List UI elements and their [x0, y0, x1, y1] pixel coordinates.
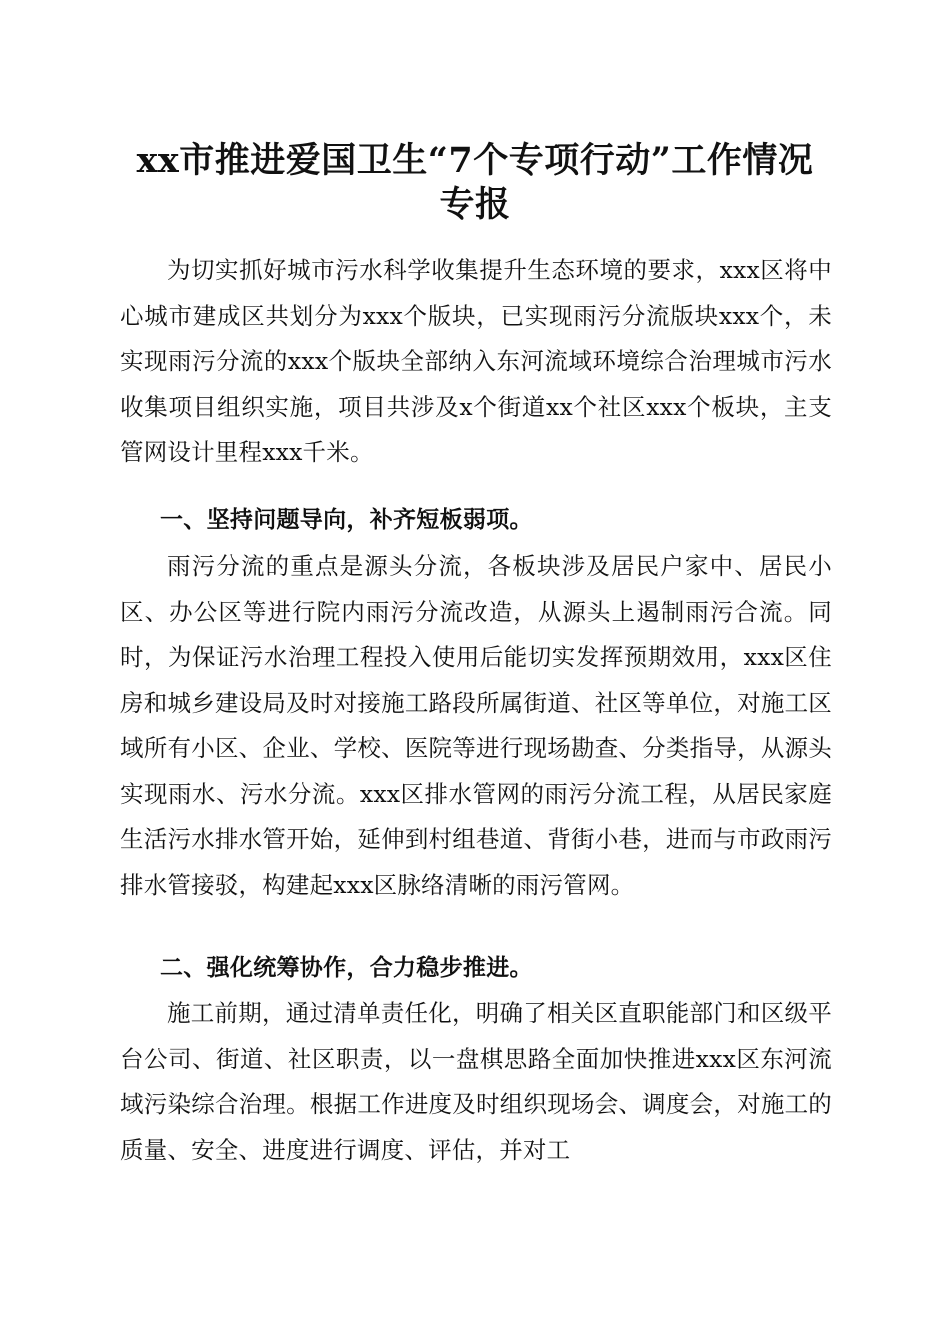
paragraph-section-2: 施工前期，通过清单责任化，明确了相关区直职能部门和区级平台公司、街道、社区职责，以一盘棋思路全面加快推进xxx区东河流域污染综合治理。根据工作进度及时组织现场会、调度会，对施工的质量、安全、进度进行调度、评估，并对工 [120, 999, 832, 1164]
document-title-line-2: 专报 [439, 184, 511, 225]
paragraph-section-1: 雨污分流的重点是源头分流，各板块涉及居民户家中、居民小区、办公区等进行院内雨污分流改造，从源头上遏制雨污合流。同时，为保证污水治理工程投入使用后能切实发挥预期效用，xxx区住房和城乡建设局及时对接施工路段所属街道、社区等单位，对施工区域所有小区、企业、学校、医院等进行现场勘查、分类指导，从源头实现雨水、污水分流。xxx区排水管网的雨污分流工程，从居民家庭生活污水排水管开始，延伸到村组巷道、背街小巷，进而与市政雨污排水管接驳，构建起xxx区脉络清晰的雨污管网。 [120, 552, 832, 899]
document-title-line-1: xx市推进爱国卫生“7个专项行动”工作情况 [136, 140, 814, 181]
paragraph-intro: 为切实抓好城市污水科学收集提升生态环境的要求，xxx区将中心城市建成区共划分为xxx个版块，已实现雨污分流版块xxx个，未实现雨污分流的xxx个版块全部纳入东河流域环境综合治理城市污水收集项目组织实施，项目共涉及x个街道xx个社区xxx个板块，主支管网设计里程xxx千米。 [120, 256, 832, 466]
section-heading-1: 一、坚持问题导向，补齐短板弱项。 [160, 507, 533, 533]
section-heading-2: 二、强化统筹协作，合力稳步推进。 [160, 955, 533, 981]
